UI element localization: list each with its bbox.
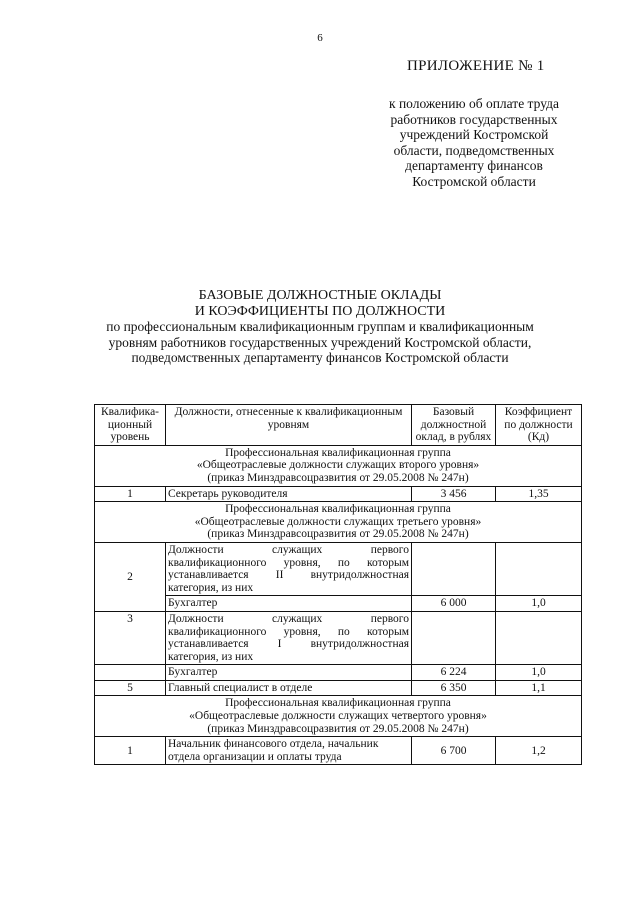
group-row (95, 445, 582, 486)
cell-coefficient: 1,35 (496, 486, 582, 502)
cell-level: 1 (95, 737, 166, 765)
group-order: (приказ Минздравсоцразвития от 29.05.2008 № 247н) (207, 471, 469, 484)
document-heading (0, 288, 640, 366)
annex-subtitle-line: работников государственных (390, 111, 558, 127)
group-order: (приказ Минздравсоцразвития от 29.05.2008 № 247н) (207, 528, 469, 541)
header-coefficient: Коэффициент по должности (Кд) (496, 405, 582, 446)
cell-position: Начальник финансового отдела, начальник отдела организации и оплаты труда (166, 737, 412, 765)
cell-position: Главный специалист в отделе (166, 680, 412, 696)
cell-position: Бухгалтер (166, 665, 412, 681)
cell-salary: 6 000 (412, 596, 496, 612)
group-cell (95, 445, 582, 486)
cell-coefficient (496, 542, 582, 595)
annex-subtitle-line: области, подведомственных (393, 142, 555, 158)
cell-salary: 6 700 (412, 737, 496, 765)
group-name: «Общеотраслевые должности служащих второго уровня» (196, 459, 480, 472)
heading-line: БАЗОВЫЕ ДОЛЖНОСТНЫЕ ОКЛАДЫ (198, 288, 442, 303)
cell-coefficient: 1,0 (496, 665, 582, 681)
annex-subtitle-line: к положению об оплате труда (389, 96, 559, 111)
table-row (95, 596, 582, 612)
group-title: Профессиональная квалификационная группа (225, 503, 451, 516)
group-cell (95, 696, 582, 737)
cell-level: 1 (95, 486, 166, 502)
cell-salary: 3 456 (412, 486, 496, 502)
cell-salary: 6 350 (412, 680, 496, 696)
header-level: Квалифика-ционный уровень (95, 405, 166, 446)
table-row (95, 611, 582, 664)
cell-coefficient: 1,2 (496, 737, 582, 765)
group-title: Профессиональная квалификационная группа (225, 697, 451, 710)
annex-subtitle-line: департаменту финансов (405, 158, 543, 173)
cell-level: 3 (95, 611, 166, 664)
annex-subtitle-line: учреждений Костромской (399, 127, 549, 142)
cell-coefficient: 1,0 (496, 596, 582, 612)
table-row (95, 680, 582, 696)
heading-line: И КОЭФФИЦИЕНТЫ ПО ДОЛЖНОСТИ (194, 303, 446, 319)
salary-table (94, 404, 582, 765)
heading-subline: уровням работников государственных учреждений Костромской области, (108, 334, 532, 350)
table-row (95, 542, 582, 595)
cell-salary (412, 611, 496, 664)
group-name: «Общеотраслевые должности служащих третьего уровня» (194, 515, 482, 528)
group-title: Профессиональная квалификационная группа (225, 446, 451, 459)
heading-subline: по профессиональным квалификационным группам и квалификационным (106, 319, 534, 334)
group-row (95, 696, 582, 737)
header-positions: Должности, отнесенные к квалификационным уровням (166, 405, 412, 446)
annex-subtitle (368, 96, 580, 189)
group-cell (95, 502, 582, 543)
cell-coefficient: 1,1 (496, 680, 582, 696)
header-salary: Базовый должностной оклад, в рублях (412, 405, 496, 446)
group-row (95, 502, 582, 543)
cell-level: 2 (95, 542, 166, 611)
cell-position: Должности служащих первого квалификационного уровня, по которым устанавливается I внутридолжностная категория, из них (166, 611, 412, 664)
cell-position: Бухгалтер (166, 596, 412, 612)
table-row (95, 665, 582, 681)
cell-position: Должности служащих первого квалификационного уровня, по которым устанавливается II внутридолжностная категория, из них (166, 542, 412, 595)
page-number: 6 (317, 32, 323, 44)
table-header-row (95, 405, 582, 446)
table-row (95, 737, 582, 765)
group-name: «Общеотраслевые должности служащих четвертого уровня» (189, 710, 487, 723)
cell-salary: 6 224 (412, 665, 496, 681)
cell-level (95, 665, 166, 681)
group-order: (приказ Минздравсоцразвития от 29.05.2008 № 247н) (207, 722, 469, 735)
annex-title: ПРИЛОЖЕНИЕ № 1 (407, 58, 545, 74)
cell-coefficient (496, 611, 582, 664)
cell-salary (412, 542, 496, 595)
heading-subline: подведомственных департаменту финансов Костромской области (131, 350, 509, 365)
annex-subtitle-line: Костромской области (412, 173, 536, 189)
cell-position: Секретарь руководителя (166, 486, 412, 502)
cell-level: 5 (95, 680, 166, 696)
table-row (95, 486, 582, 502)
